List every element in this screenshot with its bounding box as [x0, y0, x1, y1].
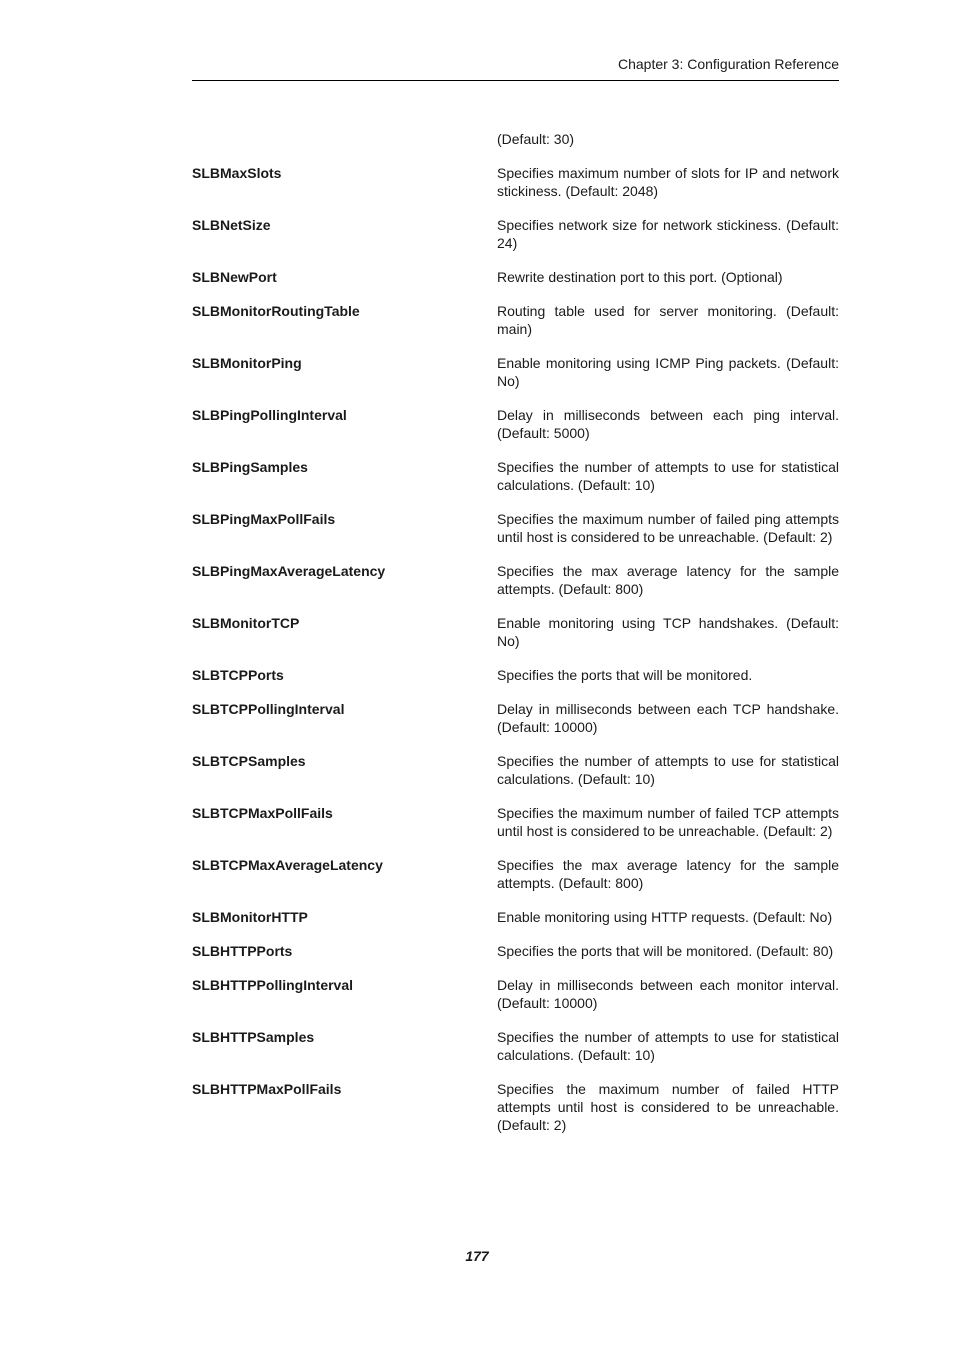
definition-row: [192, 700, 839, 736]
description: Rewrite destination port to this port. (Optional): [497, 269, 783, 285]
description: Enable monitoring using HTTP requests. (Default: No): [497, 909, 833, 925]
term: SLBPingPollingInterval: [192, 407, 347, 423]
definition-row: [192, 1080, 839, 1134]
term: SLBMonitorRoutingTable: [192, 303, 360, 319]
description: Specifies maximum number of slots for IP and network stickiness. (Default: 2048): [497, 165, 839, 199]
definition-row: [192, 216, 839, 252]
continuation-row: [192, 130, 839, 148]
description: Specifies the number of attempts to use for statistical calculations. (Default: 10): [497, 459, 839, 493]
description: Specifies the maximum number of failed HTTP attempts until host is considered to be unreachable. (Default: 2): [497, 1081, 839, 1133]
definition-row: [192, 268, 839, 286]
term: SLBMonitorHTTP: [192, 909, 308, 925]
definition-row: [192, 458, 839, 494]
term: SLBHTTPMaxPollFails: [192, 1081, 342, 1097]
running-header: Chapter 3: Configuration Reference: [617, 56, 839, 72]
description: Specifies the ports that will be monitored.: [497, 667, 753, 683]
definition-row: [192, 614, 839, 650]
description: Specifies the ports that will be monitored. (Default: 80): [497, 943, 834, 959]
description: Enable monitoring using TCP handshakes. (Default: No): [497, 615, 839, 649]
definition-row: [192, 562, 839, 598]
description: Delay in milliseconds between each monitor interval. (Default: 10000): [497, 977, 839, 1011]
page-number: 177: [465, 1248, 489, 1264]
term: SLBHTTPPorts: [192, 943, 293, 959]
term: SLBMonitorPing: [192, 355, 302, 371]
definition-row: [192, 354, 839, 390]
term: SLBMonitorTCP: [192, 615, 300, 631]
description: Specifies the number of attempts to use for statistical calculations. (Default: 10): [497, 753, 839, 787]
term-empty: [192, 130, 497, 148]
definition-list: [192, 130, 839, 1150]
term: SLBNewPort: [192, 269, 277, 285]
term: SLBTCPPorts: [192, 667, 284, 683]
definition-row: [192, 942, 839, 960]
term: SLBTCPSamples: [192, 753, 306, 769]
definition-row: [192, 302, 839, 338]
description: Specifies the maximum number of failed TCP attempts until host is considered to be unreachable. (Default: 2): [497, 805, 839, 839]
definition-row: [192, 666, 839, 684]
definition-row: [192, 164, 839, 200]
definition-row: [192, 976, 839, 1012]
term: SLBHTTPSamples: [192, 1029, 315, 1045]
description: Delay in milliseconds between each TCP handshake. (Default: 10000): [497, 701, 839, 735]
description: Specifies network size for network stickiness. (Default: 24): [497, 217, 839, 251]
term: SLBPingMaxPollFails: [192, 511, 336, 527]
term: SLBPingMaxAverageLatency: [192, 563, 386, 579]
term: SLBMaxSlots: [192, 165, 282, 181]
header-rule: [192, 80, 839, 81]
description: (Default: 30): [497, 131, 575, 147]
term: SLBTCPPollingInterval: [192, 701, 345, 717]
description: Specifies the max average latency for the sample attempts. (Default: 800): [497, 563, 839, 597]
description: Specifies the max average latency for the sample attempts. (Default: 800): [497, 857, 839, 891]
term: SLBHTTPPollingInterval: [192, 977, 354, 993]
description: Specifies the maximum number of failed ping attempts until host is considered to be unreachable. (Default: 2): [497, 511, 839, 545]
definition-row: [192, 406, 839, 442]
description: Enable monitoring using ICMP Ping packets. (Default: No): [497, 355, 839, 389]
term: SLBPingSamples: [192, 459, 308, 475]
definition-row: [192, 804, 839, 840]
description: Routing table used for server monitoring. (Default: main): [497, 303, 839, 337]
definition-row: [192, 856, 839, 892]
definition-row: [192, 752, 839, 788]
term: SLBNetSize: [192, 217, 271, 233]
term: SLBTCPMaxPollFails: [192, 805, 333, 821]
definition-row: [192, 1028, 839, 1064]
definition-row: [192, 908, 839, 926]
definition-row: [192, 510, 839, 546]
description: Specifies the number of attempts to use for statistical calculations. (Default: 10): [497, 1029, 839, 1063]
description: Delay in milliseconds between each ping interval. (Default: 5000): [497, 407, 839, 441]
term: SLBTCPMaxAverageLatency: [192, 857, 383, 873]
